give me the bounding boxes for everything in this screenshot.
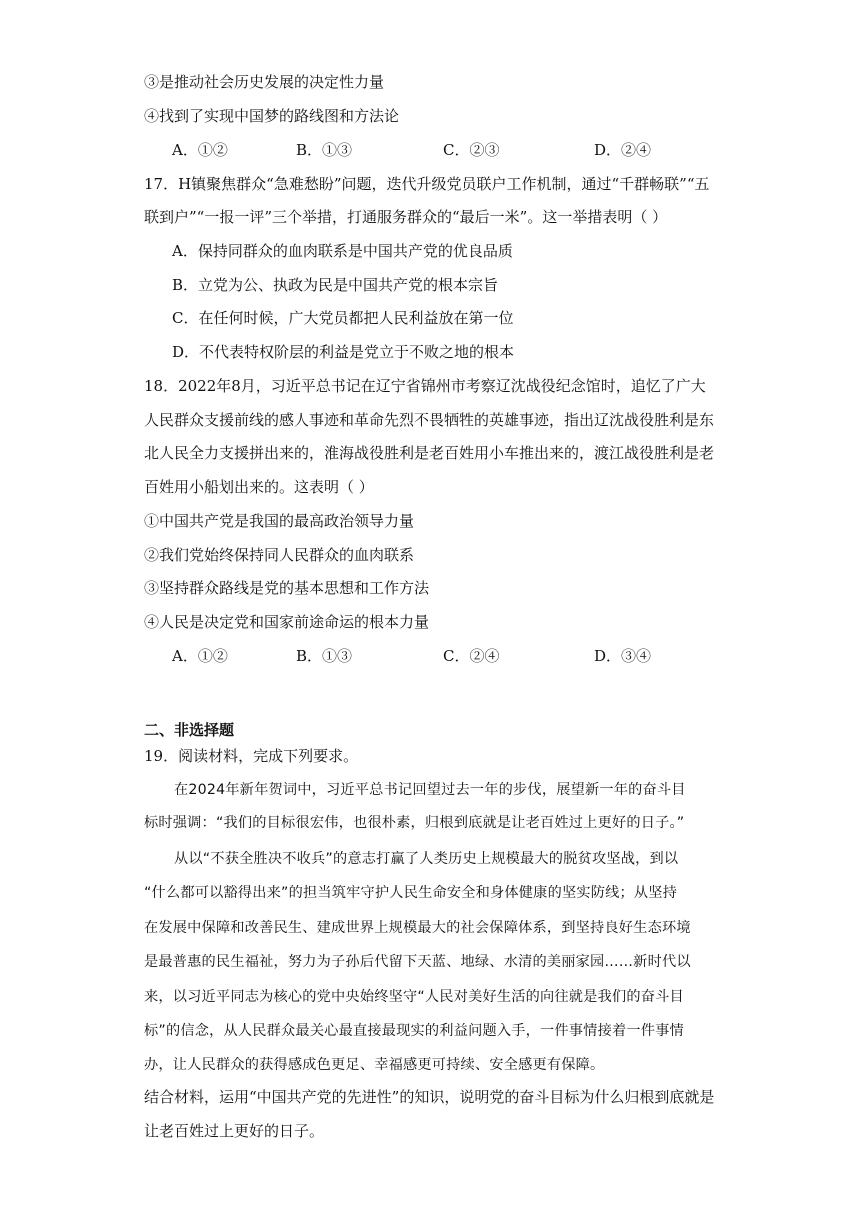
- q18-option-c[interactable]: C．②④: [443, 647, 500, 665]
- q18-item-3: ③坚持群众路线是党的基本思想和工作方法: [144, 579, 430, 597]
- q16-option-c[interactable]: C．②③: [443, 141, 500, 159]
- material-line: “什么都可以豁得出来”的担当筑牢守护人民生命安全和身体健康的坚实防线；从坚持: [144, 885, 678, 901]
- q19-question-line-2: 让老百姓过上更好的日子。: [144, 1122, 325, 1140]
- q18-stem-line-3: 北人民全力支援拼出来的，淮海战役胜利是老百姓用小车推出来的，渡江战役胜利是老: [144, 444, 715, 462]
- q18-stem-line-1: 18．2022年8月，习近平总书记在辽宁省锦州市考察辽沈战役纪念馆时，追忆了广大: [144, 377, 706, 395]
- q19-stem: 19．阅读材料，完成下列要求。: [144, 747, 359, 765]
- q17-option-c[interactable]: C．在任何时候，广大党员都把人民利益放在第一位: [172, 309, 514, 327]
- section-title: 二、非选择题: [144, 721, 235, 739]
- q18-option-a[interactable]: A．①②: [172, 647, 228, 665]
- material-line: 标时强调：“我们的目标很宏伟，也很朴素，归根到底就是让老百姓过上更好的日子。”: [144, 815, 685, 831]
- q16-item-4: ④找到了实现中国梦的路线图和方法论: [144, 107, 400, 125]
- material-line: 办，让人民群众的获得感成色更足、幸福感更可持续、安全感更有保障。: [144, 1057, 605, 1073]
- q18-item-1: ①中国共产党是我国的最高政治领导力量: [144, 512, 415, 530]
- q16-option-b[interactable]: B．①③: [296, 141, 353, 159]
- q19-question-line-1: 结合材料，运用“中国共产党的先进性”的知识，说明党的奋斗目标为什么归根到底就是: [144, 1088, 715, 1106]
- q16-item-3: ③是推动社会历史发展的决定性力量: [144, 73, 385, 91]
- q17-stem-line-1: 17．H镇聚焦群众“急难愁盼”问题，迭代升级党员联户工作机制，通过“千群畅联”“五: [144, 175, 710, 193]
- material-line: 是最普惠的民生福祉，努力为子孙后代留下天蓝、地绿、水清的美丽家园……新时代以: [144, 954, 691, 970]
- q18-option-d[interactable]: D．③④: [594, 647, 652, 665]
- q18-item-2: ②我们党始终保持同人民群众的血肉联系: [144, 546, 415, 564]
- q18-item-4: ④人民是决定党和国家前途命运的根本力量: [144, 613, 430, 631]
- q18-stem-line-2: 人民群众支援前线的感人事迹和革命先烈不畏牺牲的英雄事迹，指出辽沈战役胜利是东: [144, 411, 715, 429]
- material-line: 来，以习近平同志为核心的党中央始终坚守“人民对美好生活的向往就是我们的奋斗目: [144, 989, 684, 1005]
- q17-option-d[interactable]: D．不代表特权阶层的利益是党立于不败之地的根本: [172, 343, 515, 361]
- q18-stem-line-4: 百姓用小船划出来的。这表明（ ）: [144, 478, 374, 496]
- q17-option-a[interactable]: A．保持同群众的血肉联系是中国共产党的优良品质: [172, 242, 513, 260]
- material-line: 在2024年新年贺词中，习近平总书记回望过去一年的步伐，展望新一年的奋斗目: [174, 782, 686, 798]
- q16-option-d[interactable]: D．②④: [594, 141, 652, 159]
- material-line: 在发展中保障和改善民生、建成世界上规模最大的社会保障体系，到坚持良好生态环境: [144, 920, 691, 936]
- q18-option-b[interactable]: B．①③: [296, 647, 353, 665]
- material-line: 从以“不获全胜决不收兵”的意志打赢了人类历史上规模最大的脱贫攻坚战，到以: [174, 851, 679, 867]
- q17-stem-line-2: 联到户”“一报一评”三个举措，打通服务群众的“最后一米”。这一举措表明（ ）: [144, 208, 668, 226]
- q16-option-a[interactable]: A．①②: [172, 141, 228, 159]
- material-line: 标”的信念，从人民群众最关心最直接最现实的利益问题入手，一件事情接着一件事情: [144, 1023, 684, 1039]
- q17-option-b[interactable]: B．立党为公、执政为民是中国共产党的根本宗旨: [172, 276, 499, 294]
